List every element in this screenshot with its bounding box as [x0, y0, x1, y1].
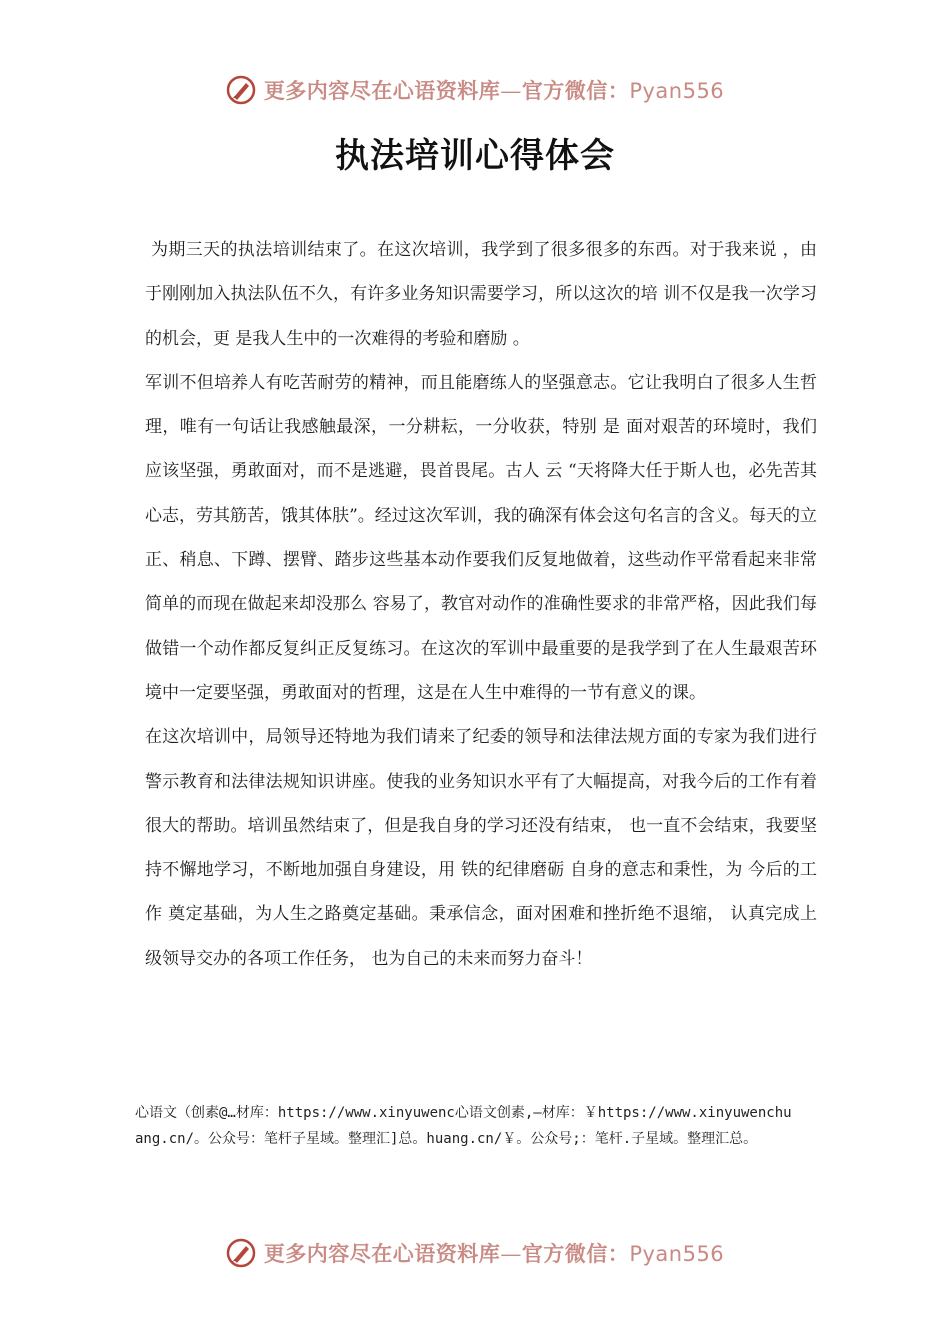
page-title: 执法培训心得体会 — [335, 136, 615, 176]
banner-slogan — [264, 75, 724, 105]
banner-main-text: 更多内容尽在心语资料库 — [263, 78, 501, 103]
banner-dash: — — [500, 1242, 522, 1266]
paragraph-3: 在这次培训中，局领导还特地为我们请来了纪委的领导和法律法规方面的专家为我们进行警示教育和法律法规知识讲座。使我的业务知识水平有了大幅提高，对我今后的工作有着很大的帮助。培训虽然结束了，但是我自身的学习还没有结束， 也一直不会结束，我要坚持不懈地学习，不断地加强自身建设，用 铁的纪律磨砺 自身的意志和秉性，为 今后的工作 奠定基础，为人生之路奠定基础。秉承信念，面对困难和挫折绝不退缩， 认真完成上级领导交办的各项工作任务， 也为自己的未来而努力奋斗！ — [145, 727, 817, 969]
banner-main-text: 更多内容尽在心语资料库 — [263, 1241, 501, 1266]
document-body — [145, 228, 817, 981]
paragraph-1: 为期三天的执法培训结束了。在这次培训，我学到了很多很多的东西。对于我来说 ，由于刚刚加入执法队伍不久，有许多业务知识需要学习，所以这次的培 训不仅是我一次学习的机会，更 是我人生中的一次难得的考验和磨励 。 — [145, 240, 817, 349]
pen-logo-icon — [226, 1238, 256, 1268]
source-footnote: 心语文（创素@…材库：https://www.xinyuwenc心语文创素,—材库：￥https://www.xinyuwenchuang.cn/。公众号：笔杆子星域。整理汇]总。huang.cn/￥。公众号;：笔杆.子星域。整理汇总。 — [135, 1105, 792, 1147]
paragraph-2: 军训不但培养人有吃苦耐劳的精神，而且能磨练人的坚强意志。它让我明白了很多人生哲理，唯有一句话让我感触最深，一分耕耘，一分收获，特别 是 面对艰苦的环境时，我们应该坚强，勇敢面对，而不是逃避，畏首畏尾。古人 云 “天将降大任于斯人也，必先苦其心志，劳其筋苦，饿其体肤”。经过这次军训，我的确深有体会这句名言的含义。每天的立正、稍息、下蹲、摆臂、踏步这些基本动作要我们反复地做着，这些动作平常看起来非常简单的而现在做起来却没那么 容易了，教官对动作的准确性要求的非常严格，因此我们每做错一个动作都反复纠正反复练习。在这次的军训中最重要的是我学到了在人生最艰苦环境中一定要坚强，勇敢面对的哲理，这是在人生中难得的一节有意义的课。 — [145, 372, 817, 703]
banner-slogan — [264, 1238, 724, 1268]
banner-official-label: 官方微信： — [521, 1241, 630, 1266]
footer-banner — [0, 1235, 950, 1271]
banner-wechat-id: Pyan556 — [629, 1242, 725, 1266]
banner-official-label: 官方微信： — [521, 78, 630, 103]
header-banner — [0, 72, 950, 108]
banner-dash: — — [500, 79, 522, 103]
banner-wechat-id: Pyan556 — [629, 79, 725, 103]
pen-logo-icon — [226, 75, 256, 105]
